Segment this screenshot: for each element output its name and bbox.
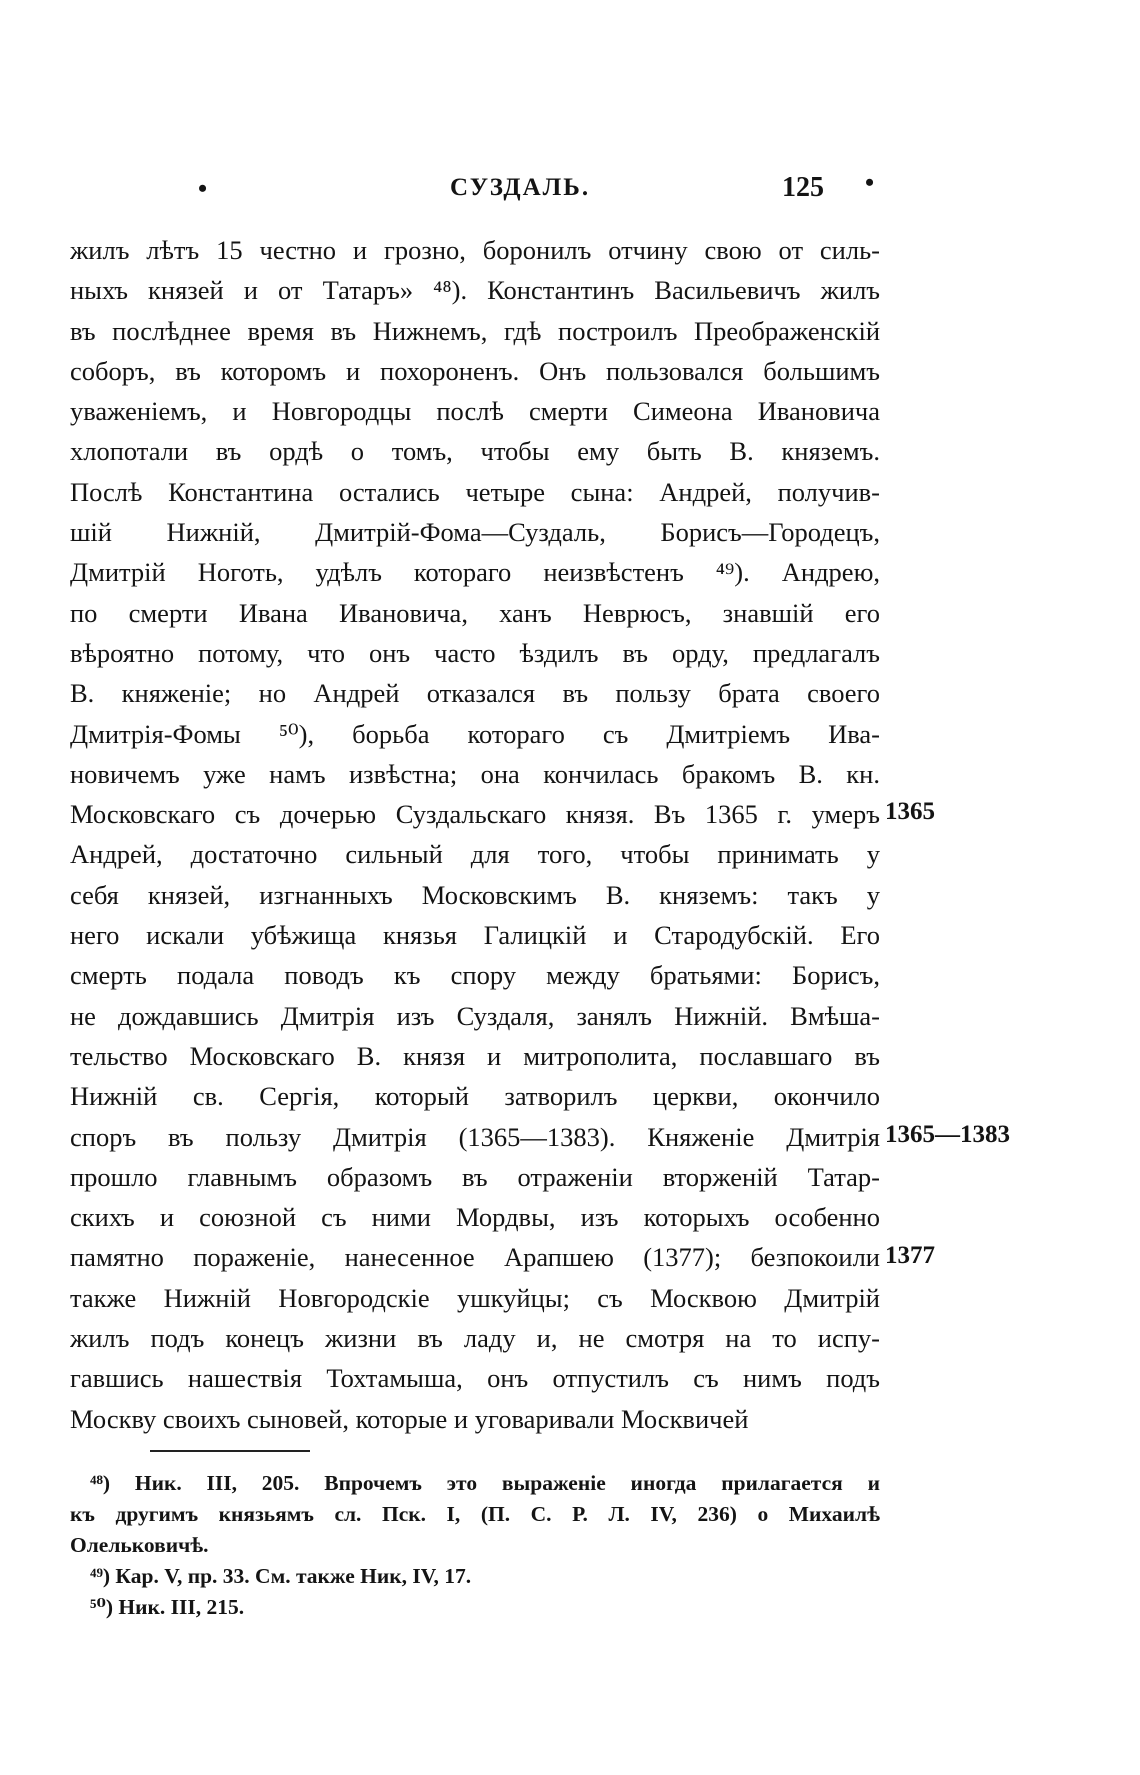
text-line: споръ въ пользу Дмитрія (1365—1383). Княженіе Дмитрія bbox=[70, 1121, 880, 1152]
text-line: Москву своихъ сыновей, которые и уговаривали Москвичей bbox=[70, 1403, 749, 1434]
text-line: смерть подала поводъ къ спору между братьями: Борисъ, bbox=[70, 960, 880, 991]
footnote-line: ⁴⁸) Ник. III, 205. Впрочемъ это выраженіе иногда прилагается и bbox=[90, 1471, 880, 1495]
text-line: не дождавшись Дмитрія изъ Суздаля, занялъ Нижній. Вмѣша- bbox=[70, 1000, 880, 1031]
footnotes bbox=[70, 1468, 880, 1623]
text-line: въ послѣднее время въ Нижнемъ, гдѣ построилъ Преображенскій bbox=[70, 315, 880, 346]
margin-year-note: 1365 bbox=[885, 798, 935, 826]
footnote-line: ⁴⁹) Кар. V, пр. 33. См. также Ник, IV, 17. bbox=[90, 1564, 472, 1588]
footnote-line: къ другимъ князьямъ сл. Пск. I, (П. С. Р. Л. IV, 236) о Михаилѣ bbox=[70, 1502, 880, 1526]
text-line: Дмитрій Ноготь, удѣлъ котораго неизвѣстенъ ⁴⁹). Андрею, bbox=[70, 557, 880, 588]
text-line: жилъ подъ конецъ жизни въ ладу и, не смотря на то испу- bbox=[70, 1323, 880, 1354]
page-number: 125 bbox=[782, 172, 824, 203]
text-line: памятно пораженіе, нанесенное Арапшею (1377); безпокоили bbox=[70, 1242, 880, 1273]
text-line: соборъ, въ которомъ и похороненъ. Онъ пользовался большимъ bbox=[70, 355, 880, 386]
footnote-line: ⁵⁰) Ник. III, 215. bbox=[90, 1595, 245, 1619]
running-header bbox=[70, 168, 875, 210]
text-line: В. княженіе; но Андрей отказался въ пользу брата своего bbox=[70, 678, 880, 709]
header-dot-right: • bbox=[865, 168, 875, 197]
margin-year-note: 1377 bbox=[885, 1241, 935, 1269]
margin-year-note: 1365—1383 bbox=[885, 1120, 1010, 1148]
text-line: тельство Московскаго В. князя и митрополита, пославшаго въ bbox=[70, 1040, 880, 1071]
text-line: жилъ лѣтъ 15 честно и грозно, боронилъ отчину свою от силь- bbox=[70, 235, 880, 265]
text-line: него искали убѣжища князья Галицкій и Стародубскій. Его bbox=[70, 920, 880, 951]
main-text bbox=[70, 230, 880, 1439]
text-line: шій Нижній, Дмитрій-Фома—Суздаль, Борисъ—Городецъ, bbox=[70, 517, 880, 548]
text-line: скихъ и союзной съ ними Мордвы, изъ которыхъ особенно bbox=[70, 1202, 880, 1233]
text-line: себя князей, изгнанныхъ Московскимъ В. княземъ: такъ у bbox=[70, 879, 880, 910]
text-line: Нижній св. Сергія, который затворилъ церкви, окончило bbox=[70, 1081, 880, 1112]
chapter-title: СУЗДАЛЬ. bbox=[450, 174, 591, 201]
footnote-rule bbox=[150, 1450, 310, 1452]
footnote-line: Олельковичѣ. bbox=[70, 1533, 209, 1557]
header-dot-left: • bbox=[198, 174, 208, 203]
text-line: хлопотали въ ордѣ о томъ, чтобы ему быть В. княземъ. bbox=[70, 436, 880, 467]
text-line: Дмитрія-Фомы ⁵⁰), борьба котораго съ Дмитріемъ Ива- bbox=[70, 718, 880, 749]
text-line: ныхъ князей и от Татаръ» ⁴⁸). Константинъ Васильевичъ жилъ bbox=[70, 275, 880, 306]
text-line: вѣроятно потому, что онъ часто ѣздилъ въ орду, предлагалъ bbox=[70, 637, 880, 668]
text-line: Послѣ Константина остались четыре сына: Андрей, получив- bbox=[70, 476, 880, 507]
text-line: по смерти Ивана Ивановича, ханъ Неврюсъ, знавшій его bbox=[70, 597, 880, 628]
text-line: уваженіемъ, и Новгородцы послѣ смерти Симеона Ивановича bbox=[70, 396, 880, 427]
text-line: гавшись нашествія Тохтамыша, онъ отпустилъ съ нимъ подъ bbox=[70, 1363, 880, 1394]
text-line: Андрей, достаточно сильный для того, чтобы принимать у bbox=[70, 839, 880, 870]
text-line: новичемъ уже намъ извѣстна; она кончилась бракомъ В. кн. bbox=[70, 758, 880, 789]
text-line: также Нижній Новгородскіе ушкуйцы; съ Москвою Дмитрій bbox=[70, 1282, 880, 1313]
text-line: прошло главнымъ образомъ въ отраженіи вторженій Татар- bbox=[70, 1161, 880, 1192]
text-line: Московскаго съ дочерью Суздальскаго князя. Въ 1365 г. умеръ bbox=[70, 799, 880, 830]
